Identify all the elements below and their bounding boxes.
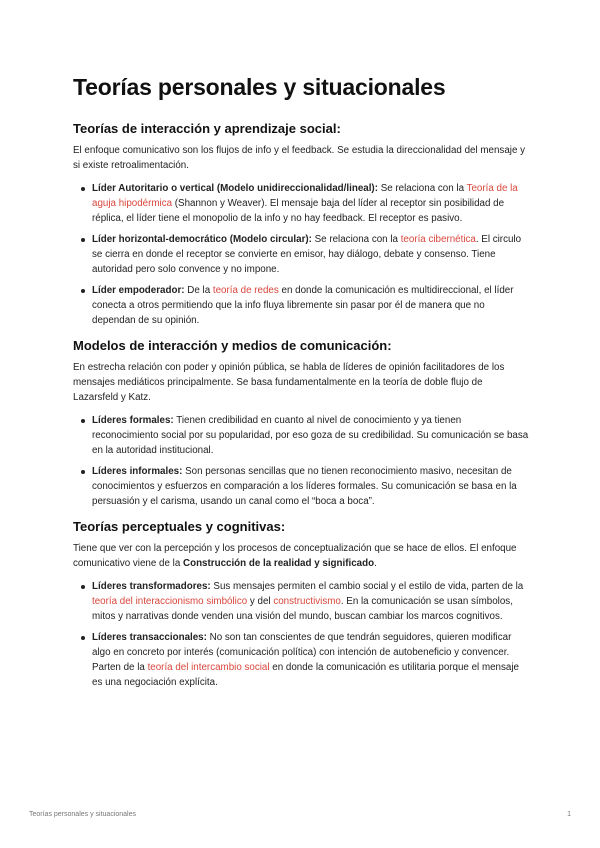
list-item <box>92 579 529 624</box>
list-item <box>92 283 529 328</box>
text: Tienen credibilidad en cuanto al nivel de conocimiento y ya tienen reconocimiento social por su popularidad, por eso goza de su credibilidad. Su comunicación se basa en la autoridad institucional. <box>92 415 529 456</box>
text: Se relaciona con la <box>377 183 467 194</box>
list-item <box>92 630 529 690</box>
page-number: 1 <box>567 811 571 818</box>
term: Líderes transaccionales: <box>92 632 207 643</box>
document-page <box>73 72 529 700</box>
link-interaccionismo-simbolico[interactable]: teoría del interaccionismo simbólico <box>92 596 248 607</box>
bullet-list-interaccion <box>73 181 529 328</box>
bullet-list-modelos <box>73 413 529 509</box>
text: No son tan conscientes de que tendrán seguidores, quieren modificar algo en concreto por interés (comunicación política) con intención de autobeneficio y convencer. Parten de la <box>92 632 512 673</box>
term: Líderes transformadores: <box>92 581 211 592</box>
text: (Shannon y Weaver). El mensaje baja del líder al receptor sin posibilidad de réplica, el líder tiene el monopolio de la info y no hay feedback. El receptor es pasivo. <box>92 198 505 224</box>
text: Sus mensajes permiten el cambio social y el estilo de vida, parten de la <box>210 581 524 592</box>
term: Líderes formales: <box>92 415 174 426</box>
term: Líder Autoritario o vertical (Modelo unidireccionalidad/lineal): <box>92 183 378 194</box>
list-item <box>92 413 529 458</box>
footer-title: Teorías personales y situacionales <box>29 811 137 818</box>
section-intro-perceptuales <box>73 541 529 571</box>
list-item <box>92 464 529 509</box>
text: Son personas sencillas que no tienen reconocimiento masivo, necesitan de conocimientos y esfuerzos en comparación a los líderes formales. Su comunicación se basa en la persuasión y el carisma, usando un canal como el “boca a boca”. <box>92 466 517 507</box>
text: . <box>374 558 377 569</box>
link-intercambio-social[interactable]: teoría del intercambio social <box>147 662 270 673</box>
link-constructivismo[interactable]: constructivismo <box>273 596 341 607</box>
text: en donde la comunicación es utilitaria porque el mensaje es una negociación explícita. <box>92 662 519 688</box>
bullet-list-perceptuales <box>73 579 529 690</box>
section-intro-modelos: En estrecha relación con poder y opinión pública, se habla de líderes de opinión facilitadores de los mensajes mediáticos principalmente. Se basa fundamentalmente en la teoría de doble flujo de Lazarsfeld y Katz. <box>73 362 505 403</box>
section-heading-modelos: Modelos de interacción y medios de comunicación: <box>73 338 392 353</box>
link-teoria-cibernetica[interactable]: teoría cibernética <box>400 234 476 245</box>
text: Tiene que ver con la percepción y los procesos de conceptualización que se hace de ellos. El enfoque comunicativo viene de la <box>73 543 517 569</box>
bold-text: Construcción de la realidad y significado <box>183 558 375 569</box>
section-heading-perceptuales: Teorías perceptuales y cognitivas: <box>73 519 286 534</box>
text: en donde la comunicación es multidireccional, el líder conecta a otros permitiendo que la info fluya libremente sin pasar por él de manera que no dependan de su opinión. <box>92 285 514 326</box>
term: Líderes informales: <box>92 466 183 477</box>
link-aguja-hipodermica[interactable]: Teoría de la aguja hipodérmica <box>92 183 518 209</box>
term: Líder horizontal-democrático (Modelo circular): <box>92 234 312 245</box>
text: y del <box>247 596 274 607</box>
section-heading-interaccion: Teorías de interacción y aprendizaje social: <box>73 121 341 136</box>
page-footer <box>29 811 571 818</box>
page-title: Teorías personales y situacionales <box>73 74 446 100</box>
list-item <box>92 232 529 277</box>
link-teoria-de-redes[interactable]: teoría de redes <box>212 285 279 296</box>
list-item <box>92 181 529 226</box>
text: Se relaciona con la <box>311 234 401 245</box>
term: Líder empoderador: <box>92 285 185 296</box>
text: . En la comunicación se usan símbolos, mitos y narrativas donde venden una visión del mundo, buscan cambiar los marcos cognitivos. <box>92 596 513 622</box>
text: . El circulo se cierra en donde el receptor se convierte en emisor, hay diálogo, debate y consenso. Tiene autoridad pero solo convence y no impone. <box>92 234 522 275</box>
text: De la <box>184 285 213 296</box>
section-intro-interaccion: El enfoque comunicativo son los flujos de info y el feedback. Se estudia la direccionalidad del mensaje y si existe retroalimentación. <box>73 145 526 171</box>
